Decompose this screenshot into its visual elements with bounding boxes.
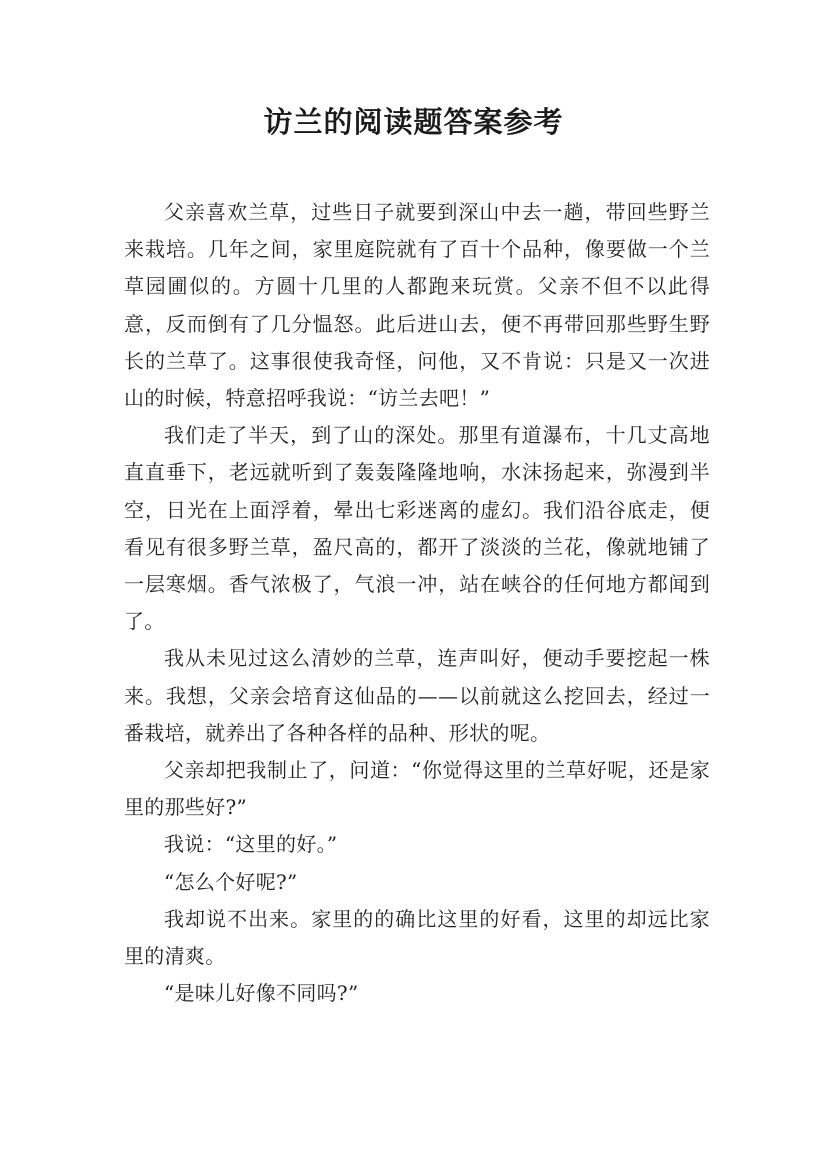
page-title: 访兰的阅读题答案参考 (263, 105, 564, 139)
article-body (124, 194, 710, 1012)
paragraph-1: 父亲喜欢兰草，过些日子就要到深山中去一趟，带回些野兰来栽培。几年之间，家里庭院就有了百十个品种，像要做一个兰草园圃似的。方圆十几里的人都跑来玩赏。父亲不但不以此得意，反而倒有了几分愠怒。此后进山去，便不再带回那些野生野长的兰草了。这事很使我奇怪，问他，又不肯说：只是又一次进山的时候，特意招呼我说：“访兰去吧！” (124, 200, 710, 411)
paragraph-2: 我们走了半天，到了山的深处。那里有道瀑布，十几丈高地直直垂下，老远就听到了轰轰隆隆地响，水沫扬起来，弥漫到半空，日光在上面浮着，晕出七彩迷离的虚幻。我们沿谷底走，便看见有很多野兰草，盈尺高的，都开了淡淡的兰花，像就地铺了一层寒烟。香气浓极了，气浪一冲，站在峡谷的任何地方都闻到了。 (124, 423, 710, 634)
paragraph-7: 我却说不出来。家里的的确比这里的好看，这里的却远比家里的清爽。 (124, 906, 710, 969)
paragraph-3: 我从未见过这么清妙的兰草，连声叫好，便动手要挖起一株来。我想，父亲会培育这仙品的——以前就这么挖回去，经过一番栽培，就养出了各种各样的品种、形状的呢。 (124, 646, 710, 745)
paragraph-4: 父亲却把我制止了，问道：“你觉得这里的兰草好呢，还是家里的那些好?” (124, 758, 710, 820)
paragraph-6: “怎么个好呢?” (164, 869, 298, 894)
paragraph-5: 我说：“这里的好。” (164, 832, 338, 857)
paragraph-8: “是味儿好像不同吗?” (164, 981, 359, 1006)
